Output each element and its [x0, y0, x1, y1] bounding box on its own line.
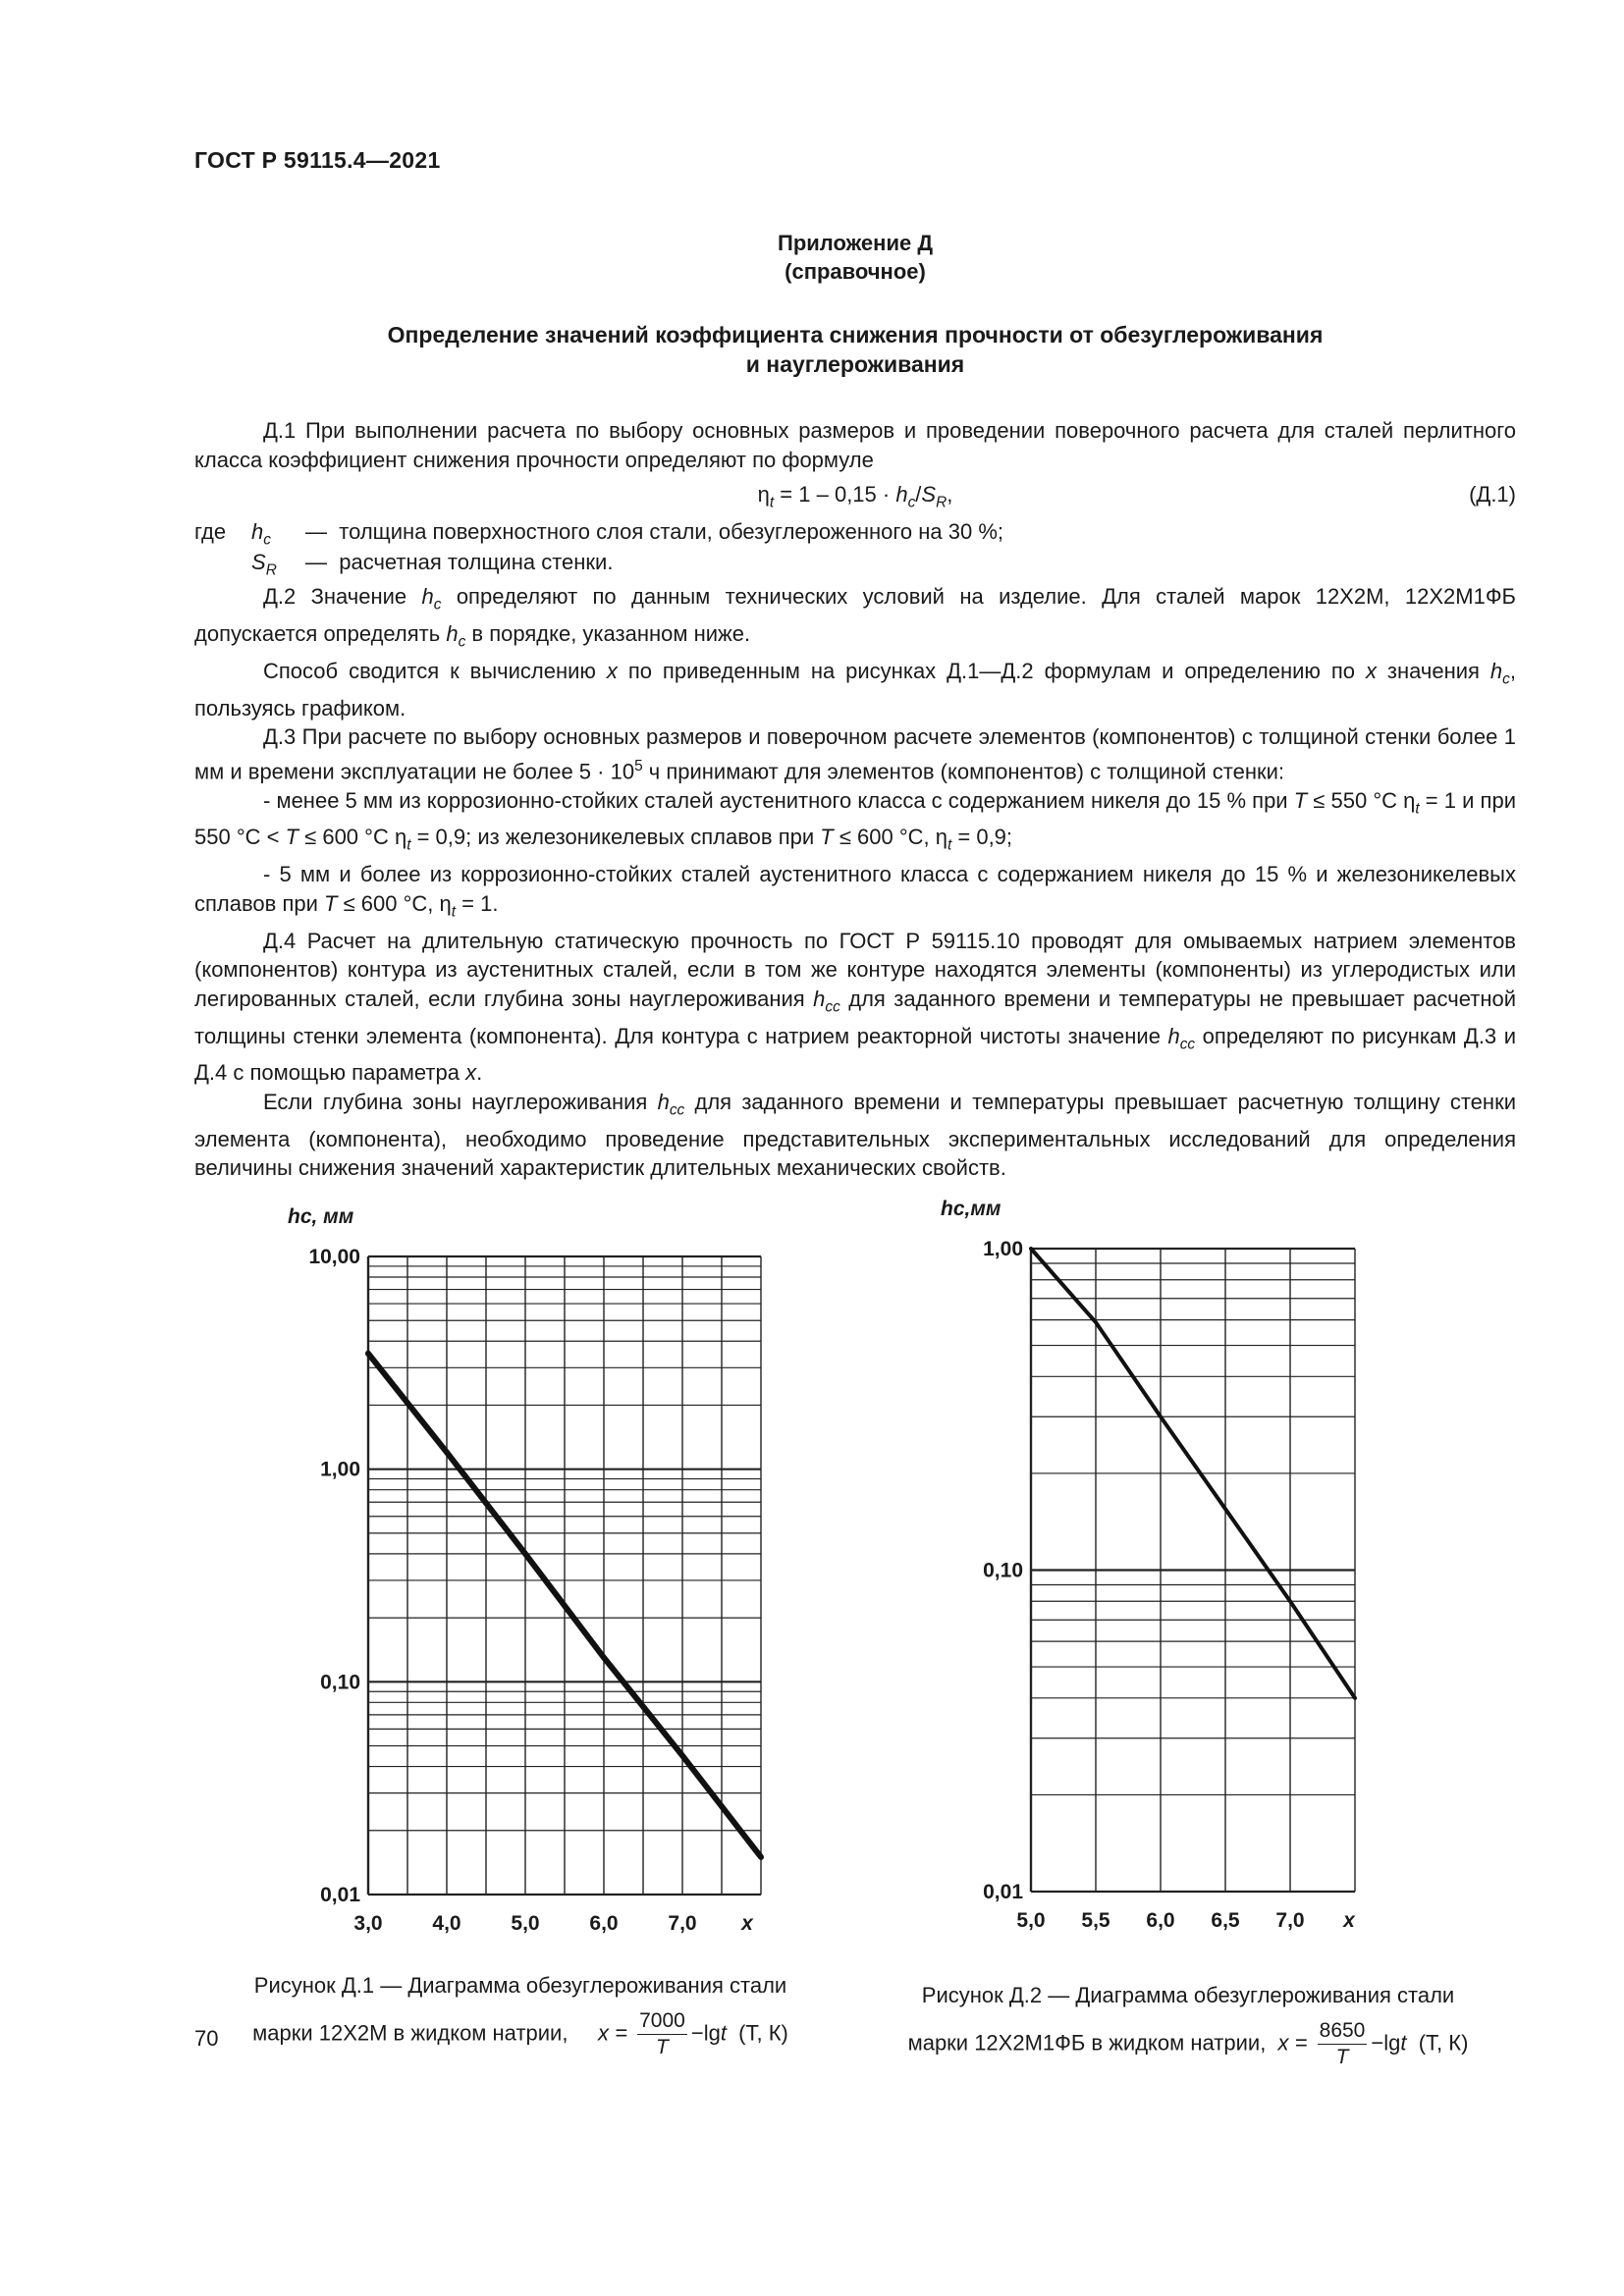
paragraph-d1: Д.1 При выполнении расчета по выбору основных размеров и проведении поверочного расчета для сталей перлитного класса коэффициент снижения прочности определяют по формуле — [194, 418, 1516, 472]
x-tick-label: 4,0 — [432, 1912, 461, 1935]
x-tick-label: 5,0 — [511, 1912, 540, 1935]
definitions — [194, 517, 1516, 578]
formula-number: (Д.1) — [1469, 482, 1516, 507]
y-axis-label: hc,мм — [941, 1198, 1001, 1220]
x-tick-label: 7,0 — [1275, 1909, 1305, 1932]
appendix-title: Приложение Д (справочное) — [778, 231, 933, 284]
y-tick-label: 0,10 — [983, 1559, 1023, 1582]
figure-d1-caption: Рисунок Д.1 — Диаграмма обезуглероживания стали марки 12Х2М в жидком натрии, x = $\frac{7000}{T}$ −lgt (T, К) — [252, 1973, 788, 2058]
y-tick-label: 0,01 — [983, 1881, 1023, 1903]
section-title: Определение значений коэффициента снижения прочности от обезуглероживания и науглероживания — [387, 322, 1324, 377]
paragraph-d4: Д.4 Расчет на длительную статическую прочность по ГОСТ Р 59115.10 проводят для омываемых натрием элементов (компонентов) контура из аустенитных сталей, если в том же контуре находятся элементы (компоненты) из углеродистых или легированных сталей, если глубина зоны науглероживания $h_{cc}$ для заданного времени и температуры не превышает расчетной толщины стенки элемента (компонента). Для контура с натрием реакторной чистоты значение $h_{cc}$ определяют по рисункам Д.3 и Д.4 с помощью параметра x. — [194, 928, 1517, 1086]
x-axis-label: x — [741, 1912, 753, 1935]
x-tick-label: 6,0 — [1146, 1909, 1175, 1932]
x-axis-label: x — [1343, 1909, 1355, 1932]
paragraph-list-2: - 5 мм и более из коррозионно-стойких сталей аустенитного класса с содержанием никеля до 15 % и железоникелевых сплавов при T ≤ 600 °С, $\eta_t = 1$. — [194, 862, 1516, 921]
paragraph-carburization: Если глубина зоны науглероживания $h_{cc}$ для заданного времени и температуры превышает расчетную толщину стенки элемента (компонента), необходимо проведение представительных экспериментальных исследований для определения величины снижения значений характеристик длительных механических свойств. — [194, 1089, 1516, 1181]
figure-d2-chart — [913, 1178, 1434, 1949]
y-tick-label: 10,00 — [308, 1246, 360, 1268]
figure-d1-chart — [255, 1178, 785, 1944]
y-tick-label: 1,00 — [320, 1458, 360, 1481]
chart-d1-plot — [288, 1205, 761, 1935]
figure-d2-caption: Рисунок Д.2 — Диаграмма обезуглероживания стали марки 12Х2М1ФБ в жидком натрии, x = $\frac{8650}{T}$ −lgt (T, К) — [907, 1983, 1469, 2068]
y-axis-label: hc, мм — [288, 1205, 354, 1228]
definition-row: где $h_c$ — толщина поверхностного слоя стали, обезуглероженного на 30 %; — [194, 519, 1003, 549]
page-number: 70 — [194, 2026, 219, 2051]
x-tick-label: 7,0 — [668, 1912, 697, 1935]
document-header: ГОСТ Р 59115.4—2021 — [194, 147, 441, 173]
y-tick-label: 0,10 — [320, 1671, 360, 1694]
chart-d2-plot — [941, 1198, 1356, 1932]
paragraph-d3: Д.3 При расчете по выбору основных размеров и поверочном расчете элементов (компонентов) с толщиной стенки более 1 мм и времени эксплуатации не более $5 \cdot 10^5$ ч принимают для элементов (компонентов) с толщиной стенки: — [194, 724, 1516, 783]
paragraph-d2: Д.2 Значение $h_c$ определяют по данным технических условий на изделие. Для сталей марок 12Х2М, 12Х2М1ФБ допускается определять $h_c$ в порядке, указанном ниже. — [194, 584, 1516, 651]
body-text — [194, 416, 1516, 1183]
y-tick-label: 0,01 — [320, 1884, 360, 1906]
formula-d1: $\eta_t = 1 - 0,15 \cdot h_c/S_R$, (Д.1) — [757, 482, 1516, 511]
paragraph-method: Способ сводится к вычислению x по приведенным на рисунках Д.1—Д.2 формулам и определению по x значения $h_c$, пользуясь графиком. — [194, 658, 1516, 721]
x-tick-label: 5,0 — [1016, 1909, 1046, 1932]
x-tick-label: 5,5 — [1081, 1909, 1110, 1932]
paragraph-list-1: - менее 5 мм из коррозионно-стойких сталей аустенитного класса с содержанием никеля до 15 % при T ≤ 550 °С $\eta_t = 1$ и при 550 °С < T ≤ 600 °С $\eta_t = 0,9$; из железоникелевых сплавов при T ≤ 600 °С, $\eta_t = 0,9$; — [194, 787, 1516, 854]
definition-row: $S_R$ — расчетная толщина стенки. — [251, 550, 614, 579]
x-tick-label: 3,0 — [353, 1912, 383, 1935]
y-tick-label: 1,00 — [983, 1238, 1023, 1260]
x-tick-label: 6,0 — [589, 1912, 619, 1935]
x-tick-label: 6,5 — [1211, 1909, 1240, 1932]
